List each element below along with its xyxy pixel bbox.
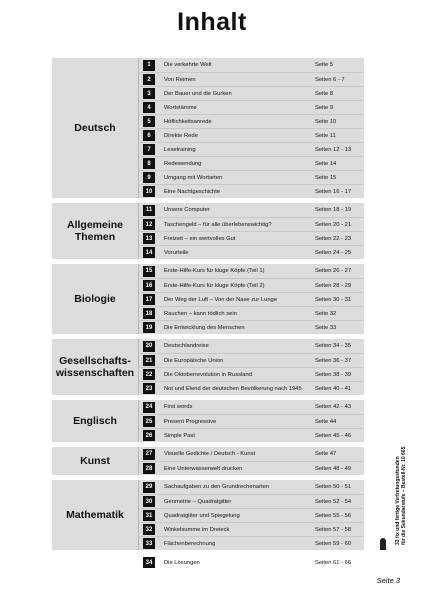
subject-label-text: Kunst <box>80 455 110 467</box>
subject-label-text: Gesellschafts- wissenschaften <box>55 355 135 379</box>
chapter-pages: Seiten 22 - 23 <box>315 235 352 242</box>
publisher-logo-icon <box>380 538 386 550</box>
chapter-pages: Seiten 36 - 37 <box>315 357 352 364</box>
chapter-title: Rauchen – kann tödlich sein <box>164 310 237 317</box>
toc-row <box>139 494 364 508</box>
chapter-title: Die Lösungen <box>164 559 200 566</box>
subject-label-text: Englisch <box>73 415 117 427</box>
chapter-title: Present Progressive <box>164 418 217 425</box>
chapter-pages: Seiten 16 - 17 <box>315 188 352 195</box>
chapter-number-badge: 33 <box>143 538 155 549</box>
toc-row <box>139 381 364 395</box>
subject-section <box>52 58 364 198</box>
page-title: Inhalt <box>177 8 247 36</box>
chapter-pages: Seiten 48 - 49 <box>315 465 352 472</box>
subject-section <box>52 447 364 475</box>
chapter-title: Erste-Hilfe-Kurs für kluge Köpfe (Teil 2) <box>164 282 265 289</box>
chapter-number-badge: 10 <box>143 186 155 197</box>
chapter-number-badge: 7 <box>143 144 155 155</box>
chapter-pages: Seiten 52 - 54 <box>315 498 352 505</box>
chapter-number-badge: 31 <box>143 510 155 521</box>
chapter-pages: Seiten 26 - 27 <box>315 268 352 274</box>
toc-row <box>139 522 364 536</box>
chapter-number-badge: 30 <box>143 496 155 507</box>
subject-section <box>52 480 364 550</box>
chapter-number-badge: 12 <box>143 219 155 230</box>
chapter-number-badge: 21 <box>143 355 155 366</box>
chapter-pages: Seiten 50 - 51 <box>315 484 352 490</box>
chapter-title: Höflichkeitsanrede <box>164 118 212 125</box>
toc-row <box>139 217 364 231</box>
chapter-title: Direkte Rede <box>164 132 198 139</box>
toc-row <box>139 184 364 198</box>
chapter-pages: Seite 9 <box>315 104 334 111</box>
toc-row <box>139 264 364 278</box>
chapter-number-badge: 28 <box>143 463 155 474</box>
chapter-pages: Seiten 59 - 60 <box>315 540 352 547</box>
chapter-number-badge: 29 <box>143 482 155 493</box>
chapter-number-badge: 17 <box>143 294 155 305</box>
chapter-title: Geometrie – Quadratgitter <box>164 498 232 505</box>
chapter-title: Winkelsumme im Dreieck <box>164 526 230 533</box>
chapter-number-badge: 19 <box>143 322 155 333</box>
toc-row <box>139 170 364 184</box>
subject-label-text: Biologie <box>74 293 116 305</box>
toc-row <box>139 58 364 72</box>
chapter-number-badge: 25 <box>143 416 155 427</box>
chapter-number-badge: 13 <box>143 233 155 244</box>
chapter-pages: Seiten 57 - 58 <box>315 526 352 533</box>
toc-row <box>139 306 364 320</box>
toc-row <box>139 339 364 353</box>
subject-label-text: Allgemeine Themen <box>66 219 124 243</box>
chapter-number-badge: 11 <box>143 205 155 216</box>
chapter-title: Die Europäische Union <box>164 357 224 364</box>
toc-row <box>139 114 364 128</box>
toc-row <box>139 367 364 381</box>
chapter-title: Quadratgitter und Spiegelung <box>164 512 240 519</box>
chapter-list <box>138 447 364 475</box>
chapter-title: Die verkehrte Welt <box>164 62 212 68</box>
chapter-number-badge: 20 <box>143 341 155 352</box>
chapter-pages: Seite 32 <box>315 310 337 317</box>
series-side-text <box>395 447 407 545</box>
chapter-title: Der Bauer und die Gurken <box>164 90 232 97</box>
chapter-title: Taschengeld – für alle überlebenswichtig? <box>164 221 272 228</box>
chapter-title: Deutschlandreise <box>164 343 209 349</box>
chapter-pages: Seiten 55 - 56 <box>315 512 352 519</box>
toc-row <box>139 128 364 142</box>
chapter-number-badge: 14 <box>143 247 155 258</box>
chapter-number-badge: 2 <box>143 74 155 85</box>
chapter-pages: Seite 11 <box>315 132 336 139</box>
chapter-title: Visuelle Gedichte / Deutsch - Kunst <box>164 451 256 457</box>
chapter-pages: Seite 44 <box>315 418 337 425</box>
chapter-title: Die Entwicklung des Menschen <box>164 324 245 331</box>
chapter-title: Vorurteile <box>164 249 189 256</box>
toc-row <box>139 278 364 292</box>
chapter-list <box>138 339 364 395</box>
series-order-line: für die Sekundarstufe – Bestell-Nr. 10 665 <box>401 446 407 545</box>
chapter-title: Not und Elend der deutschen Bevölkerung nach 1945 <box>164 385 302 392</box>
chapter-number-badge: 18 <box>143 308 155 319</box>
chapter-title: Redewendung <box>164 160 202 167</box>
chapter-number-badge: 4 <box>143 102 155 113</box>
chapter-title: Von Reimen <box>164 76 196 83</box>
toc-row <box>139 156 364 170</box>
chapter-title: Simple Past <box>164 432 195 439</box>
subject-label <box>52 58 138 198</box>
series-title-line: 33 fix und fertige Vertretungsstunden <box>395 456 401 545</box>
subject-section <box>52 400 364 442</box>
chapter-list <box>138 400 364 442</box>
chapter-number-badge: 8 <box>143 158 155 169</box>
subject-label <box>52 400 138 442</box>
chapter-pages: Seiten 38 - 39 <box>315 371 352 378</box>
chapter-title: Sachaufgaben zu den Grundrechenarten <box>164 484 270 490</box>
subject-section <box>52 203 364 259</box>
chapter-pages: Seiten 45 - 46 <box>315 432 352 439</box>
toc-row <box>139 231 364 245</box>
subject-label <box>52 447 138 475</box>
chapter-pages: Seiten 30 - 31 <box>315 296 352 303</box>
chapter-number-badge: 15 <box>143 266 155 277</box>
chapter-number-badge: 26 <box>143 430 155 441</box>
subject-label-text: Deutsch <box>74 122 116 134</box>
toc-row <box>139 461 364 475</box>
chapter-title: Die Oktoberrevolution in Russland <box>164 371 252 378</box>
toc-row <box>139 320 364 334</box>
chapter-pages: Seiten 40 - 41 <box>315 385 352 392</box>
table-of-contents <box>52 58 364 570</box>
toc-row <box>139 536 364 550</box>
chapter-number-badge: 16 <box>143 280 155 291</box>
chapter-title: Umgang mit Wortarten <box>164 174 223 181</box>
chapter-number-badge: 27 <box>143 449 155 460</box>
chapter-number-badge: 9 <box>143 172 155 183</box>
toc-row <box>139 447 364 461</box>
chapter-title: Lesetraining <box>164 146 196 153</box>
chapter-pages: Seite 8 <box>315 90 334 97</box>
chapter-title: Freizeit – ein wertvolles Gut <box>164 235 236 242</box>
chapter-list <box>138 58 364 198</box>
toc-row <box>139 353 364 367</box>
chapter-title: Eine Unterwasserwelt drucken <box>164 465 243 472</box>
chapter-pages: Seiten 24 - 25 <box>315 249 352 256</box>
chapter-number-badge: 24 <box>143 402 155 413</box>
chapter-number-badge: 1 <box>143 60 155 71</box>
subject-label <box>52 480 138 550</box>
chapter-number-badge: 34 <box>143 557 155 568</box>
toc-row <box>139 142 364 156</box>
chapter-title: Wortstämme <box>164 104 197 111</box>
chapter-list <box>138 480 364 550</box>
chapter-title: First words <box>164 404 193 410</box>
chapter-pages: Seiten 34 - 35 <box>315 343 352 349</box>
chapter-pages: Seite 33 <box>315 324 337 331</box>
toc-row <box>139 428 364 442</box>
chapter-pages: Seite 5 <box>315 62 334 68</box>
toc-row <box>139 400 364 414</box>
subject-label <box>52 203 138 259</box>
toc-row <box>139 480 364 494</box>
toc-row-solutions <box>52 555 364 570</box>
chapter-title: Unsere Computer <box>164 207 210 213</box>
chapter-title: Erste-Hilfe-Kurs für kluge Köpfe (Teil 1) <box>164 268 265 274</box>
toc-row <box>139 100 364 114</box>
toc-row <box>139 414 364 428</box>
chapter-title: Flächenberechnung <box>164 540 216 547</box>
chapter-pages: Seiten 28 - 29 <box>315 282 352 289</box>
subject-label <box>52 264 138 334</box>
chapter-pages: Seite 10 <box>315 118 337 125</box>
chapter-list <box>138 264 364 334</box>
chapter-number-badge: 5 <box>143 116 155 127</box>
chapter-title: Eine Nachtgeschichte <box>164 188 221 195</box>
chapter-pages: Seite 15 <box>315 174 337 181</box>
chapter-pages: Seite 47 <box>315 451 337 457</box>
toc-row <box>139 245 364 259</box>
chapter-pages: Seiten 20 - 21 <box>315 221 352 228</box>
toc-row <box>139 72 364 86</box>
chapter-number-badge: 6 <box>143 130 155 141</box>
chapter-pages: Seiten 12 - 13 <box>315 146 352 153</box>
toc-row <box>139 292 364 306</box>
chapter-number-badge: 3 <box>143 88 155 99</box>
chapter-number-badge: 22 <box>143 369 155 380</box>
subject-section <box>52 339 364 395</box>
toc-row <box>139 508 364 522</box>
chapter-number-badge: 23 <box>143 383 155 394</box>
chapter-pages: Seiten 61 - 66 <box>315 559 352 566</box>
chapter-pages: Seiten 18 - 19 <box>315 207 352 213</box>
page-number: Seite 3 <box>376 576 400 585</box>
subject-section <box>52 264 364 334</box>
subject-label-text: Mathematik <box>66 509 124 521</box>
subject-label <box>52 339 138 395</box>
chapter-pages: Seiten 42 - 43 <box>315 404 352 410</box>
chapter-list <box>138 203 364 259</box>
chapter-pages: Seiten 6 - 7 <box>315 76 345 83</box>
toc-row <box>139 203 364 217</box>
toc-row <box>139 86 364 100</box>
chapter-number-badge: 32 <box>143 524 155 535</box>
chapter-title: Der Weg der Luft – Von der Nase zur Lunge <box>164 296 277 303</box>
chapter-pages: Seite 14 <box>315 160 337 167</box>
